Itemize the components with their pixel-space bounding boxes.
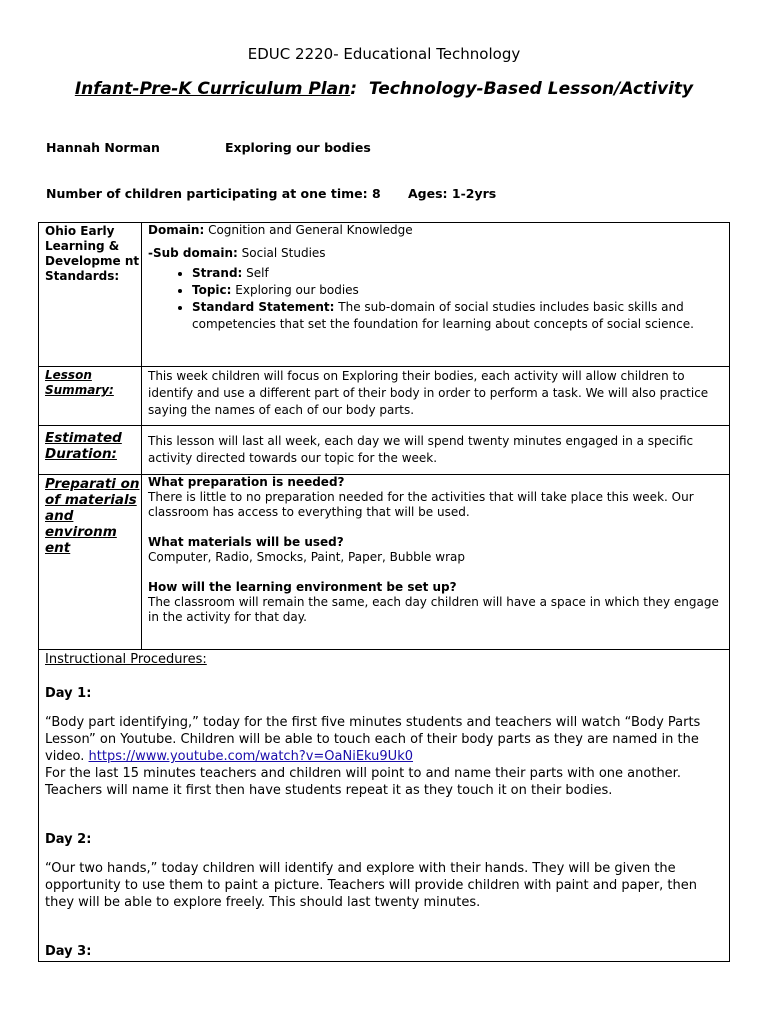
summary-row (39, 367, 730, 426)
prep-answer-3: The classroom will remain the same, each day children will have a space in which they engage in the activity for that day. (148, 595, 719, 624)
topic-label: Topic: (192, 283, 232, 297)
course-title: EDUC 2220- Educational Technology (247, 45, 521, 63)
list-item (192, 299, 725, 333)
plan-title-main: Infant-Pre-K Curriculum Plan (74, 79, 351, 99)
preparation-label: Preparati on of materials and environm ent (39, 475, 142, 650)
statement-value: The sub-domain of social studies includes basic skills and competencies that set the foundation for learning about concepts of social science. (192, 300, 694, 331)
prep-question-2: What materials will be used? (148, 535, 344, 549)
day1-title: Day 1: (45, 686, 92, 701)
plan-title-colon: : (350, 79, 358, 99)
prep-answer-1: There is little to no preparation needed for the activities that will take place this week. Our classroom has access to everything that will be used. (148, 490, 694, 519)
prep-question-3: How will the learning environment be set up? (148, 580, 457, 594)
procedures-row (39, 650, 730, 962)
plan-title (0, 79, 768, 99)
standards-list (148, 265, 725, 333)
procedures-content (39, 650, 730, 962)
day3-title: Day 3: (45, 944, 92, 959)
day1-description: “Body part identifying,” today for the first five minutes students and teachers will watch “Body Parts Lesson” on Youtube. Children will be able to touch each of their body parts as they are named in the video. (45, 715, 701, 764)
ages: Ages: 1-2yrs (408, 186, 497, 201)
duration-row (39, 426, 730, 475)
statement-label: Standard Statement: (192, 300, 335, 314)
day2-text: “Our two hands,” today children will identify and explore with their hands. They will be given the opportunity to use them to paint a picture. Teachers will provide children with paint and paper, then they will be able to explore freely. This should last twenty minutes. (45, 861, 697, 910)
list-item (192, 265, 725, 282)
summary-text: This week children will focus on Exploring their bodies, each activity will allow children to identify and use a different part of their body in order to perform a task. We will also practice saying the names of each of our body parts. (142, 367, 730, 426)
standards-content (142, 223, 730, 367)
strand-value: Self (242, 266, 269, 280)
day2-title: Day 2: (45, 832, 92, 847)
procedures-heading: Instructional Procedures: (45, 652, 207, 667)
day1-text (45, 714, 723, 765)
day1-text-2: For the last 15 minutes teachers and children will point to and name their parts with one another. Teachers will name it first then have students repeat it as they touch it on their bodies. (45, 766, 681, 798)
list-item (192, 282, 725, 299)
standards-row (39, 223, 730, 367)
duration-label: Estimated Duration: (39, 426, 142, 475)
subdomain-value: Social Studies (237, 246, 326, 260)
topic-value: Exploring our bodies (231, 283, 359, 297)
lesson-plan-table (38, 222, 730, 962)
standards-label: Ohio Early Learning & Developme nt Standards: (39, 223, 142, 367)
lesson-topic: Exploring our bodies (225, 140, 371, 155)
preparation-row (39, 475, 730, 650)
strand-label: Strand: (192, 266, 243, 280)
author-name: Hannah Norman (46, 140, 160, 155)
domain-value: Cognition and General Knowledge (204, 223, 413, 237)
prep-answer-2: Computer, Radio, Smocks, Paint, Paper, Bubble wrap (148, 550, 465, 564)
duration-text: This lesson will last all week, each day we will spend twenty minutes engaged in a specific activity directed towards our topic for the week. (142, 426, 730, 475)
domain-label: Domain: (148, 223, 205, 237)
video-link[interactable]: https://www.youtube.com/watch?v=OaNiEku9Uk0 (88, 749, 414, 764)
children-count: Number of children participating at one time: 8 (46, 186, 381, 201)
prep-question-1: What preparation is needed? (148, 475, 345, 489)
subdomain-label: -Sub domain: (148, 246, 238, 260)
preparation-content (142, 475, 730, 650)
plan-subtitle: Technology-Based Lesson/Activity (368, 79, 694, 99)
summary-label: Lesson Summary: (39, 367, 142, 426)
